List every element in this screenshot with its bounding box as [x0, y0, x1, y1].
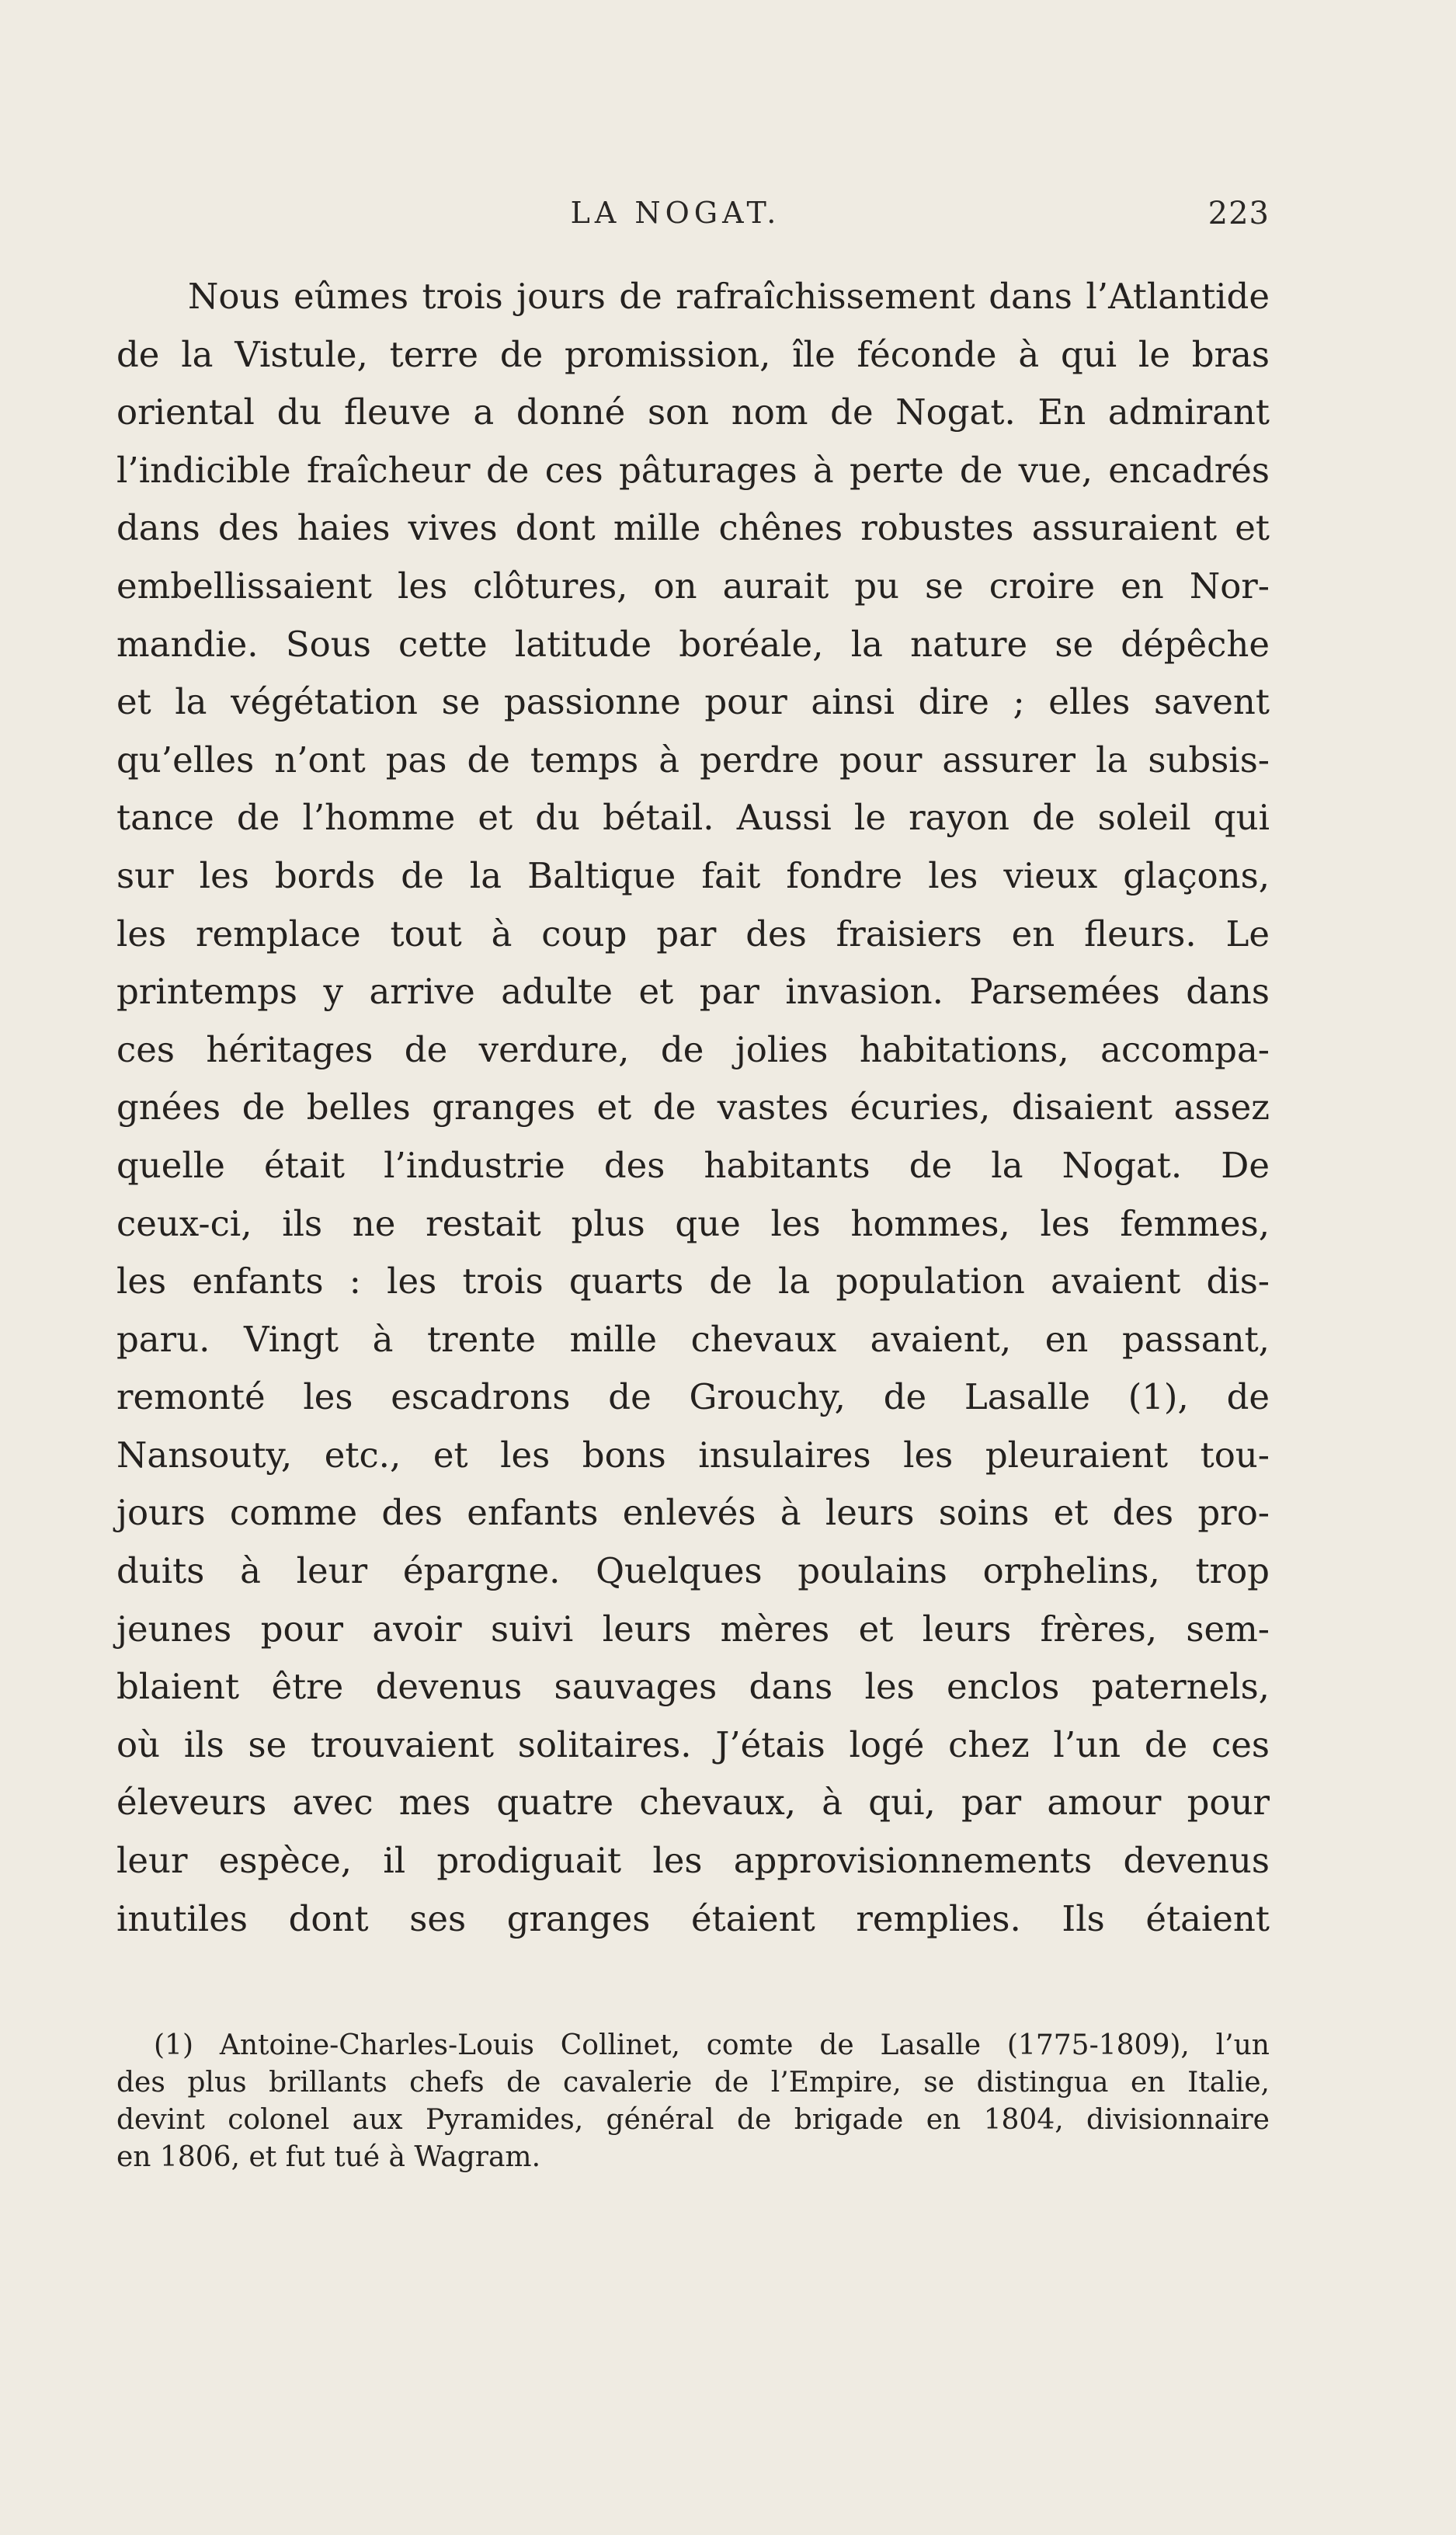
body-line: printemps y arrive adulte et par invasion. Parsemées dans — [116, 971, 1270, 1013]
body-line: ces héritages de verdure, de jolies habitations, accompa- — [116, 1028, 1270, 1070]
body-text — [116, 268, 1270, 1948]
body-line: les enfants : les trois quarts de la population avaient dis- — [116, 1261, 1270, 1302]
body-line: les remplace tout à coup par des fraisiers en fleurs. Le — [116, 913, 1270, 955]
body-line: oriental du fleuve a donné son nom de Nogat. En admirant — [116, 391, 1270, 433]
running-head — [116, 196, 1270, 242]
footnote — [116, 2027, 1270, 2176]
footnote-line: (1) Antoine-Charles-Louis Collinet, comte de Lasalle (1775-1809), l’un — [154, 2029, 1270, 2061]
body-line: ceux-ci, ils ne restait plus que les hommes, les femmes, — [116, 1202, 1270, 1244]
body-line: remonté les escadrons de Grouchy, de Lasalle (1), de — [116, 1376, 1270, 1418]
body-line: éleveurs avec mes quatre chevaux, à qui, par amour pour — [116, 1782, 1270, 1824]
body-line: mandie. Sous cette latitude boréale, la nature se dépêche — [116, 623, 1270, 665]
body-line: duits à leur épargne. Quelques poulains orphelins, trop — [116, 1550, 1270, 1592]
body-line: de la Vistule, terre de promission, île féconde à qui le bras — [116, 333, 1270, 375]
footnote-line: devint colonel aux Pyramides, général de brigade en 1804, divisionnaire — [116, 2104, 1270, 2136]
running-title: LA NOGAT. — [570, 196, 781, 230]
body-line: qu’elles n’ont pas de temps à perdre pour assurer la subsis- — [116, 739, 1270, 781]
body-line: inutiles dont ses granges étaient remplies. Ils étaient — [116, 1897, 1270, 1939]
body-line: blaient être devenus sauvages dans les enclos paternels, — [116, 1666, 1270, 1708]
body-line: l’indicible fraîcheur de ces pâturages à perte de vue, encadrés — [116, 449, 1270, 491]
body-line: leur espèce, il prodiguait les approvisionnements devenus — [116, 1840, 1270, 1882]
body-line: Nansouty, etc., et les bons insulaires les pleuraient tou- — [116, 1434, 1270, 1476]
body-line: où ils se trouvaient solitaires. J’étais logé chez l’un de ces — [116, 1723, 1270, 1765]
body-line: jours comme des enfants enlevés à leurs soins et des pro- — [116, 1492, 1270, 1534]
page-number: 223 — [1208, 196, 1270, 231]
body-line: embellissaient les clôtures, on aurait pu se croire en Nor- — [116, 565, 1270, 607]
footnote-line: des plus brillants chefs de cavalerie de l’Empire, se distingua en Italie, — [116, 2067, 1270, 2099]
footnote-line: en 1806, et fut tué à Wagram. — [116, 2141, 541, 2173]
body-line: paru. Vingt à trente mille chevaux avaient, en passant, — [116, 1318, 1270, 1360]
body-line: gnées de belles granges et de vastes écuries, disaient assez — [116, 1087, 1270, 1128]
body-line: sur les bords de la Baltique fait fondre les vieux glaçons, — [116, 854, 1270, 896]
body-line: et la végétation se passionne pour ainsi dire ; elles savent — [116, 681, 1270, 723]
body-line: dans des haies vives dont mille chênes robustes assuraient et — [116, 507, 1270, 549]
body-line: Nous eûmes trois jours de rafraîchissement dans l’Atlantide — [188, 276, 1270, 317]
body-line: jeunes pour avoir suivi leurs mères et leurs frères, sem- — [116, 1608, 1270, 1650]
body-line: tance de l’homme et du bétail. Aussi le rayon de soleil qui — [116, 797, 1270, 839]
body-line: quelle était l’industrie des habitants de la Nogat. De — [116, 1144, 1270, 1186]
